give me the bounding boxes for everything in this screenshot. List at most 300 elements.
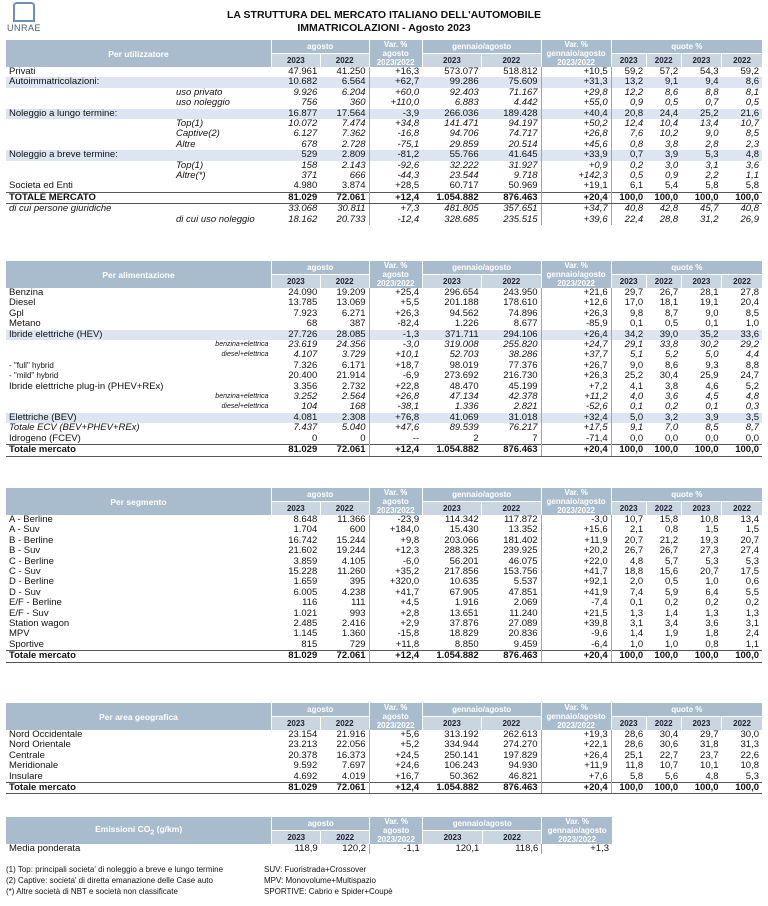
- cell-value: +31,3: [541, 77, 611, 87]
- cell-value: 30,0: [740, 730, 759, 740]
- cell-value: 29.859: [449, 139, 479, 150]
- header-var-gen: [542, 817, 612, 844]
- cell-value: 5,0: [611, 413, 646, 423]
- table-title: [6, 817, 272, 844]
- cell-value: 5,9: [664, 587, 679, 598]
- cell-value: 6.204: [341, 87, 366, 98]
- row-label: Noleggio a lungo termine:: [6, 109, 271, 119]
- table-row: [6, 171, 762, 181]
- cell-value: 2,2: [705, 171, 719, 182]
- cell-value: 89.539: [449, 423, 479, 434]
- cell-value: 16.877: [271, 109, 320, 119]
- cell-value: 28.085: [320, 330, 369, 340]
- header-quote: quote %: [611, 261, 762, 275]
- cell-value: 10,1: [700, 761, 719, 772]
- cell-value: 8.850: [454, 639, 479, 650]
- cell-value: 26,7: [659, 546, 679, 557]
- cell-value: 153.756: [503, 567, 538, 578]
- cell-value: 5,8: [611, 772, 646, 783]
- cell-value: 6,1: [611, 181, 646, 192]
- header-quote: quote %: [611, 703, 762, 717]
- row-label: Insulare: [9, 771, 43, 782]
- cell-value: 23.154: [288, 730, 318, 740]
- cell-value: 8,6: [664, 87, 679, 98]
- cell-value: 0,2: [611, 161, 646, 171]
- cell-value: 189.428: [482, 109, 541, 119]
- cell-value: 9.718: [513, 171, 538, 182]
- row-label: Ibride elettriche plug-in (PHEV+REx): [9, 381, 164, 392]
- cell-value: +12,6: [541, 298, 611, 308]
- table-row: [6, 402, 762, 412]
- quote-y2022: 2022: [722, 54, 762, 68]
- cell-value: 158: [301, 160, 318, 171]
- cell-value: 23.213: [288, 740, 318, 751]
- cell-value: 100,0: [722, 445, 762, 456]
- var-label: Var. %: [564, 40, 588, 49]
- footnote: (2) Captive: societa' di diretta emanazione delle Case auto: [6, 876, 213, 885]
- cell-value: +2,9: [369, 619, 422, 629]
- cell-value: 1,0: [664, 639, 679, 650]
- cell-value: 3.356: [293, 381, 318, 392]
- header-agosto: agosto: [271, 488, 369, 502]
- year-y2022: 2022: [482, 717, 541, 731]
- table-row: [6, 751, 762, 761]
- row-label: Idrogeno (FCEV): [9, 433, 81, 444]
- cell-value: 24.356: [336, 340, 366, 351]
- cell-value: +16,7: [369, 772, 422, 783]
- var-label: Var. %: [383, 703, 408, 712]
- table-per-area-geografica: [6, 703, 762, 794]
- cell-value: 4,5: [705, 392, 719, 403]
- row-label: TOTALE MERCATO: [6, 192, 271, 203]
- var-period: agosto: [382, 49, 409, 58]
- table-row: [6, 577, 762, 587]
- cell-value: 52.703: [449, 350, 479, 361]
- header-agosto: agosto: [271, 703, 369, 717]
- table-row: [6, 77, 762, 87]
- cell-value: 5,4: [664, 181, 679, 192]
- cell-value: 27.089: [508, 619, 538, 630]
- cell-value: +12,3: [369, 546, 422, 556]
- cell-value: 100,0: [611, 783, 646, 794]
- header-var-gen: [541, 261, 611, 288]
- cell-value: 1.916: [454, 598, 479, 609]
- cell-value: +26,4: [541, 751, 611, 761]
- cell-value: 8,6: [722, 77, 762, 87]
- cell-value: +110,0: [369, 98, 422, 108]
- cell-value: 5,2: [664, 350, 679, 361]
- cell-value: 18,8: [611, 567, 646, 577]
- cell-value: +11,8: [369, 640, 422, 651]
- row-label: Diesel: [9, 298, 36, 309]
- row-label: Metano: [9, 319, 41, 330]
- cell-value: 13.069: [336, 298, 366, 309]
- cell-value: +55,0: [541, 98, 611, 108]
- cell-value: 114.342: [444, 515, 479, 525]
- cell-value: 26,7: [611, 546, 646, 556]
- cell-value: 876.463: [482, 651, 541, 662]
- cell-value: +17,5: [541, 423, 611, 433]
- cell-value: 334.944: [444, 740, 479, 751]
- cell-value: -12,4: [369, 215, 422, 225]
- table-row: [6, 119, 762, 129]
- footnote: SPORTIVE: Cabrio e Spider+Coupè: [264, 887, 393, 896]
- row-label: Totale mercato: [6, 651, 271, 662]
- cell-value: 2,0: [611, 577, 646, 587]
- table-row: [6, 204, 762, 215]
- cell-value: 67.905: [449, 587, 479, 598]
- report-subtitle: IMMATRICOLAZIONI - Agosto 2023: [297, 22, 471, 34]
- cell-value: 666: [349, 171, 366, 182]
- cell-value: +24,5: [369, 751, 422, 761]
- cell-value: 23.544: [449, 171, 479, 182]
- var-label: Var. %: [384, 817, 408, 826]
- cell-value: 1,5: [705, 525, 719, 536]
- cell-value: 0,7: [705, 98, 719, 109]
- table-row: [6, 525, 762, 535]
- cell-value: 7.326: [293, 360, 318, 371]
- row-label: di cui uso noleggio: [176, 214, 255, 225]
- cell-value: 11,8: [611, 761, 646, 771]
- year-y2022: 2022: [320, 275, 369, 289]
- cell-value: 274.270: [503, 740, 538, 751]
- var-period: gennaio/agosto: [546, 270, 606, 279]
- cell-value: 45.199: [508, 381, 538, 392]
- table-row: [6, 392, 762, 402]
- footnote: SUV: Fuoristrada+Crossover: [264, 865, 367, 874]
- cell-value: 2.732: [341, 381, 366, 392]
- cell-value: 3,1: [745, 619, 759, 630]
- cell-value: 0,6: [745, 577, 759, 588]
- cell-value: 876.463: [482, 783, 541, 794]
- year-y2022: 2022: [482, 502, 541, 516]
- var-years: 2023/2022: [376, 721, 415, 730]
- cell-value: 266.036: [422, 109, 481, 119]
- year-y2023: 2023: [271, 717, 320, 731]
- cell-value: 76.217: [508, 423, 538, 434]
- cell-value: +19,1: [541, 181, 611, 192]
- cell-value: 8,6: [664, 360, 679, 371]
- logo-text: UNRAE: [6, 23, 41, 33]
- cell-value: 371.711: [422, 330, 481, 340]
- row-label: Altre(*): [176, 171, 206, 182]
- year-y2023: 2023: [422, 275, 481, 289]
- table-row: [6, 783, 762, 794]
- row-label: C - Berline: [9, 556, 54, 567]
- cell-value: 20.733: [336, 214, 366, 225]
- cell-value: 15,6: [659, 567, 679, 578]
- cell-value: 387: [349, 319, 366, 330]
- cell-value: +11,9: [541, 761, 611, 771]
- cell-value: 18.829: [449, 629, 479, 640]
- cell-value: 72.061: [320, 192, 369, 203]
- quote-y2023: 2023: [611, 502, 646, 516]
- cell-value: +45,6: [541, 140, 611, 150]
- cell-value: 0,8: [664, 525, 679, 536]
- cell-value: 4,1: [611, 382, 646, 392]
- cell-value: 17,0: [611, 298, 646, 308]
- row-label: - "mild" hybrid: [9, 371, 59, 381]
- cell-value: 94.197: [508, 119, 538, 130]
- cell-value: 9.926: [293, 87, 318, 98]
- cell-value: 25,2: [681, 109, 721, 119]
- header-var-gen: [541, 488, 611, 515]
- cell-value: 518.812: [503, 67, 538, 77]
- cell-value: 9,3: [705, 360, 719, 371]
- table-row: [6, 640, 762, 651]
- cell-value: 60.717: [449, 181, 479, 192]
- cell-value: 4.238: [341, 587, 366, 598]
- cell-value: 0,5: [745, 98, 759, 109]
- emissions-unit: (g/km): [154, 823, 183, 834]
- cell-value: +41,7: [369, 588, 422, 598]
- cell-value: 529: [271, 150, 320, 160]
- cell-value: 2,3: [745, 139, 759, 150]
- var-period: gennaio/agosto: [546, 497, 606, 506]
- table-title: Per alimentazione: [6, 261, 271, 288]
- cell-value: 33,6: [722, 330, 762, 340]
- cell-value: 0,5: [611, 171, 646, 181]
- header-quote: quote %: [611, 40, 762, 54]
- var-label: Var. %: [565, 817, 589, 826]
- cell-value: -38,1: [369, 402, 422, 412]
- cell-value: -3,0: [541, 515, 611, 525]
- cell-value: 4,8: [722, 150, 762, 160]
- cell-value: +26,3: [369, 309, 422, 319]
- cell-value: 1,1: [745, 639, 759, 650]
- year-y2022: 2022: [482, 275, 541, 289]
- cell-value: 1.054.882: [422, 651, 481, 662]
- row-label: D - Suv: [9, 587, 41, 598]
- table-row: [6, 598, 762, 608]
- row-label: Privati: [9, 67, 36, 77]
- cell-value: 0,1: [611, 402, 646, 412]
- cell-value: 5,3: [745, 556, 759, 567]
- cell-value: 28,6: [611, 740, 646, 750]
- table-row: [6, 567, 762, 577]
- cell-value: 2.143: [341, 160, 366, 171]
- cell-value: 0,9: [664, 171, 679, 182]
- cell-value: -6,4: [541, 640, 611, 651]
- cell-value: 22,6: [740, 750, 759, 761]
- cell-value: 1.704: [293, 525, 318, 536]
- cell-value: 45,7: [700, 203, 719, 215]
- cell-value: 21.916: [336, 730, 366, 740]
- cell-value: 13.651: [449, 608, 479, 619]
- cell-value: 7.923: [293, 308, 318, 319]
- cell-value: 4.442: [513, 98, 538, 109]
- cell-value: 2.809: [320, 150, 369, 160]
- cell-value: -16,8: [369, 129, 422, 139]
- cell-value: 2.069: [513, 598, 538, 609]
- cell-value: 20,7: [740, 535, 759, 546]
- cell-value: 22,4: [611, 215, 646, 225]
- header-row: [6, 817, 612, 831]
- cell-value: 1.145: [293, 629, 318, 640]
- cell-value: +2,8: [369, 609, 422, 619]
- cell-value: 30,4: [659, 371, 679, 382]
- cell-value: 678: [301, 139, 318, 150]
- cell-value: -9,6: [541, 629, 611, 639]
- cell-value: 10.635: [449, 577, 479, 588]
- table-row: [6, 129, 762, 139]
- cell-value: 25,2: [611, 371, 646, 381]
- cell-value: 20.400: [288, 371, 318, 382]
- cell-value: 8.677: [513, 319, 538, 330]
- cell-value: 5,8: [745, 181, 759, 192]
- cell-value: 0,1: [705, 319, 719, 330]
- row-label: Totale mercato: [6, 783, 271, 794]
- cell-value: +26,4: [541, 330, 611, 340]
- cell-value: +11,2: [541, 392, 611, 402]
- cell-value: 56.201: [449, 556, 479, 567]
- cell-value: 19.209: [336, 288, 366, 298]
- cell-value: 81.029: [271, 783, 320, 794]
- cell-value: 10.682: [271, 77, 320, 87]
- cell-value: 22.056: [336, 740, 366, 751]
- cell-value: 29,2: [740, 340, 759, 351]
- var-label: Var. %: [383, 488, 408, 497]
- header-var-gen: [541, 40, 611, 67]
- row-label: Top(1): [176, 119, 204, 130]
- table-row: [6, 350, 762, 360]
- row-label: Media ponderata: [9, 844, 81, 854]
- cell-value: 243.950: [503, 288, 538, 298]
- cell-value: 10,7: [659, 761, 679, 772]
- cell-value: -3,9: [369, 109, 422, 119]
- cell-value: +5,2: [369, 740, 422, 750]
- row-label: Gpl: [9, 308, 24, 319]
- table-row: [6, 536, 762, 546]
- table-row: [6, 609, 762, 619]
- cell-value: 876.463: [482, 192, 541, 203]
- cell-value: 7,0: [664, 423, 679, 434]
- cell-value: 0,0: [705, 433, 719, 444]
- cell-value: 0,7: [611, 150, 646, 160]
- table-row: [6, 298, 762, 308]
- cell-value: 360: [349, 98, 366, 109]
- cell-value: 13,4: [700, 119, 719, 130]
- cell-value: 1,8: [705, 629, 719, 640]
- cell-value: 2,8: [705, 139, 719, 150]
- cell-value: +39,8: [541, 619, 611, 629]
- cell-value: 37.876: [449, 619, 479, 630]
- table-row: [6, 651, 762, 662]
- cell-value: 250.141: [444, 750, 479, 761]
- cell-value: 2.416: [341, 619, 366, 630]
- cell-value: +41,7: [541, 567, 611, 577]
- cell-value: +21,6: [541, 288, 611, 298]
- cell-value: 217.856: [444, 567, 479, 578]
- row-label: B - Suv: [9, 546, 41, 557]
- table-row: [6, 445, 762, 456]
- year-y2022: 2022: [321, 831, 370, 845]
- cell-value: 31,8: [700, 740, 719, 751]
- quote-y2023: 2023: [611, 717, 646, 731]
- var-label: Var. %: [564, 261, 588, 270]
- row-label: Captive(2): [176, 129, 220, 140]
- cell-value: 3,9: [646, 150, 681, 160]
- cell-value: 100,0: [646, 445, 681, 456]
- cell-value: 3,6: [705, 619, 719, 630]
- table-row: [6, 309, 762, 319]
- cell-value: 0: [360, 433, 366, 444]
- cell-value: +26,7: [541, 361, 611, 371]
- cell-value: 15.430: [449, 525, 479, 536]
- cell-value: 77.376: [508, 360, 538, 371]
- cell-value: 0,9: [611, 98, 646, 108]
- cell-value: 7.362: [341, 129, 366, 140]
- cell-value: 4.019: [341, 771, 366, 782]
- cell-value: 17,5: [740, 567, 759, 578]
- cell-value: 0: [311, 433, 318, 444]
- row-label: Autoimmatricolazioni:: [6, 77, 271, 87]
- table-row: [6, 629, 762, 639]
- table-row: [6, 181, 762, 192]
- cell-value: 31.018: [482, 413, 541, 423]
- cell-value: 19.244: [336, 546, 366, 557]
- cell-value: 26,7: [659, 288, 679, 298]
- cell-value: 0,2: [664, 598, 679, 609]
- cell-value: 18.162: [288, 214, 318, 225]
- cell-value: 72.061: [320, 783, 369, 794]
- header-row: [6, 40, 762, 54]
- cell-value: 42.378: [508, 392, 538, 403]
- var-years: 2023/2022: [557, 279, 596, 288]
- cell-value: 29,7: [700, 730, 719, 740]
- cell-value: 9,0: [705, 129, 719, 140]
- cell-value: 59,2: [740, 67, 759, 77]
- cell-value: 8,8: [745, 360, 759, 371]
- cell-value: 17.564: [320, 109, 369, 119]
- cell-value: 100,0: [681, 192, 721, 203]
- cell-value: 19,1: [700, 298, 719, 309]
- cell-value: 3,2: [646, 413, 681, 423]
- cell-value: -1,3: [369, 330, 422, 340]
- cell-value: 4.105: [341, 556, 366, 567]
- cell-value: 294.106: [482, 330, 541, 340]
- cell-value: 239.925: [503, 546, 538, 557]
- cell-value: 1,3: [611, 609, 646, 619]
- cell-value: +28,5: [369, 181, 422, 192]
- cell-value: +26,3: [541, 309, 611, 319]
- cell-value: 30,4: [659, 730, 679, 740]
- cell-value: 100,0: [646, 783, 681, 794]
- cell-value: 81.029: [271, 192, 320, 203]
- cell-value: 5,7: [664, 556, 679, 567]
- cell-value: 2.308: [320, 413, 369, 423]
- cell-value: --: [369, 434, 422, 445]
- cell-value: 0,5: [664, 319, 679, 330]
- cell-value: 3.859: [293, 556, 318, 567]
- cell-value: 1,5: [745, 525, 759, 536]
- cell-value: 6.883: [454, 98, 479, 109]
- row-label: Elettriche (BEV): [6, 413, 271, 423]
- cell-value: 111: [351, 598, 366, 609]
- cell-value: -6,9: [369, 371, 422, 381]
- cell-value: 3,8: [664, 139, 679, 150]
- cell-value: 10,8: [700, 515, 719, 525]
- cell-value: +9,8: [369, 536, 422, 546]
- cell-value: 47.961: [288, 67, 318, 77]
- cell-value: 100,0: [646, 192, 681, 203]
- cell-value: 10.072: [288, 119, 318, 130]
- cell-value: +50,2: [541, 119, 611, 129]
- year-y2023: 2023: [422, 717, 481, 731]
- cell-value: 481.805: [444, 203, 479, 215]
- table-row: [6, 730, 762, 740]
- report-title: LA STRUTTURA DEL MERCATO ITALIANO DELL'AUTOMOBILE: [227, 9, 541, 21]
